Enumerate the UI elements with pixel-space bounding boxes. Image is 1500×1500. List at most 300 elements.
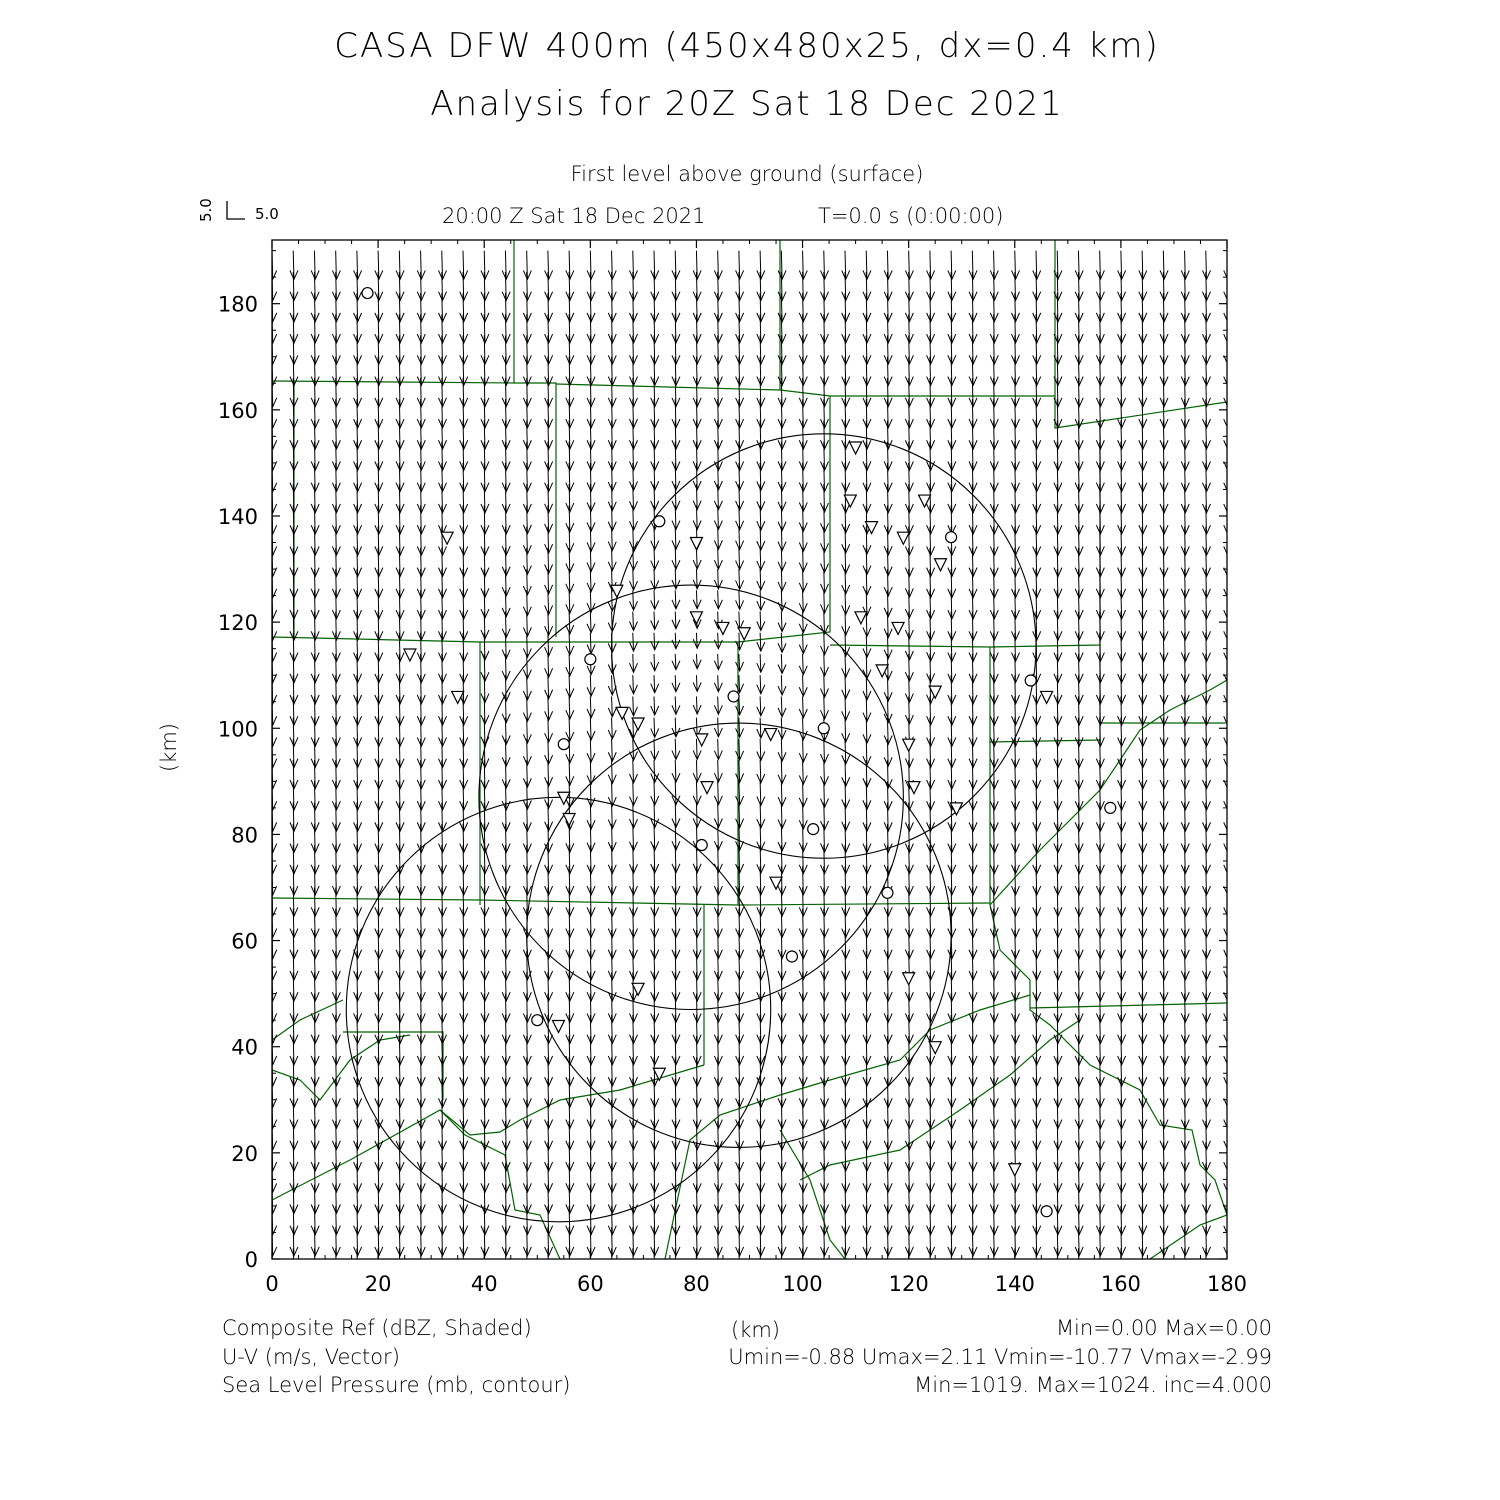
y-tick-label: 40 <box>231 1035 258 1060</box>
wind-vector <box>651 251 659 280</box>
station-triangle-marker <box>903 973 915 985</box>
station-triangle-marker <box>765 729 777 741</box>
wind-vector <box>842 675 850 699</box>
wind-vector <box>269 251 277 280</box>
wind-vector <box>1224 527 1232 556</box>
wind-vector <box>842 251 850 280</box>
footer-left-2: U-V (m/s, Vector) <box>222 1345 400 1369</box>
wind-vector <box>1224 1015 1232 1044</box>
wind-vector <box>714 739 722 760</box>
station-triangle-marker <box>929 686 941 698</box>
boundary-county-10 <box>830 428 1100 647</box>
footer-left-1: Composite Ref (dBZ, Shaded) <box>222 1316 532 1340</box>
ref-vector-u-label: 5.0 <box>255 205 279 223</box>
wind-vector <box>1224 633 1232 662</box>
wind-vector <box>672 633 680 649</box>
y-axis-label: (km) <box>157 722 181 772</box>
boundary-river-10 <box>780 1130 845 1259</box>
station-circle-marker <box>558 739 569 750</box>
wind-vector <box>799 760 807 784</box>
wind-vector <box>1224 505 1232 534</box>
wind-vector <box>799 612 807 633</box>
ref-vector-icon <box>227 201 245 219</box>
wind-vector <box>1224 887 1232 916</box>
station-triangle-marker <box>611 585 623 597</box>
wind-vector <box>502 251 510 280</box>
station-circle-marker <box>362 288 373 299</box>
station-triangle-marker <box>404 649 416 661</box>
footer-right-3: Min=1019. Max=1024. inc=4.000 <box>914 1373 1272 1397</box>
wind-vector <box>608 760 616 784</box>
wind-vector <box>1224 781 1232 810</box>
station-triangle-marker <box>844 495 856 507</box>
wind-vector <box>1224 1036 1232 1065</box>
wind-vector <box>651 590 659 609</box>
pressure-contour <box>346 797 770 1221</box>
wind-vector <box>757 696 765 715</box>
wind-vector <box>1224 824 1232 853</box>
boundary-county-9 <box>738 396 830 642</box>
station-circle-marker <box>808 824 819 835</box>
wind-vector <box>820 654 828 676</box>
x-tick-label: 0 <box>265 1272 279 1296</box>
wind-vector <box>778 251 786 280</box>
wind-vector <box>948 251 956 280</box>
station-triangle-marker <box>738 628 750 640</box>
station-circle-marker <box>1025 675 1036 686</box>
time-label: 20:00 Z Sat 18 Dec 2021 <box>442 204 706 228</box>
y-tick-label: 100 <box>217 717 258 742</box>
wind-vector <box>1224 951 1232 980</box>
wind-vector <box>1224 442 1232 471</box>
station-triangle-marker <box>563 813 575 825</box>
wind-vector <box>905 251 913 280</box>
wind-vector <box>460 251 468 280</box>
wind-vector <box>714 803 722 828</box>
wind-vector <box>1224 696 1232 725</box>
station-triangle-marker <box>1041 691 1053 703</box>
wind-vector <box>1224 675 1232 704</box>
wind-vector <box>736 781 744 805</box>
chart-title: CASA DFW 400m (450x480x25, dx=0.4 km) <box>334 26 1160 66</box>
boundary-county-3 <box>556 240 780 390</box>
wind-vector <box>1224 739 1232 768</box>
x-tick-label: 120 <box>888 1272 929 1296</box>
station-triangle-marker <box>855 612 867 624</box>
wind-vector <box>736 675 744 693</box>
wind-vector <box>757 590 765 610</box>
wind-vector <box>927 251 935 280</box>
x-tick-label: 40 <box>470 1272 498 1296</box>
wind-vector <box>1011 251 1019 280</box>
wind-vector <box>587 633 595 654</box>
wind-vector <box>799 654 807 675</box>
wind-vector <box>587 696 595 718</box>
y-tick-label: 120 <box>217 611 258 636</box>
wind-vector <box>1224 569 1232 598</box>
x-tick-label: 80 <box>683 1272 710 1296</box>
wind-vector <box>714 781 722 804</box>
wind-vector <box>736 760 744 782</box>
wind-vector <box>651 718 659 738</box>
y-tick-label: 160 <box>217 398 258 423</box>
wind-vector <box>629 760 637 783</box>
wind-vector <box>651 633 659 650</box>
wind-vector <box>1075 251 1083 280</box>
wind-vector <box>714 696 722 714</box>
wind-vector <box>1224 463 1232 492</box>
wind-vector <box>1224 760 1232 789</box>
boundary-river-2 <box>272 1035 410 1100</box>
wind-vector <box>1033 251 1041 280</box>
wind-vector <box>693 548 701 569</box>
wind-vector <box>693 569 701 589</box>
wind-vector <box>1224 336 1232 365</box>
wind-vector <box>566 654 574 676</box>
station-triangle-marker <box>897 532 909 544</box>
x-axis-label: (km) <box>731 1318 781 1342</box>
station-triangle-marker <box>690 612 702 624</box>
station-circle-marker <box>585 654 596 665</box>
station-triangle-marker <box>690 538 702 550</box>
wind-vector <box>990 251 998 280</box>
wind-vector <box>884 251 892 280</box>
x-tick-label: 180 <box>1206 1272 1248 1296</box>
wind-vector <box>1224 1079 1232 1108</box>
station-circle-marker <box>654 516 665 527</box>
wind-vector <box>799 696 807 718</box>
x-tick-label: 60 <box>576 1272 604 1296</box>
wind-vector <box>672 654 680 670</box>
wind-vector <box>1224 612 1232 641</box>
wind-vector <box>354 251 362 280</box>
wind-vector <box>799 251 807 280</box>
wind-vector <box>587 612 595 633</box>
wind-vector <box>438 251 446 280</box>
station-triangle-marker <box>850 442 862 454</box>
boundary-county-1 <box>272 240 514 383</box>
wind-vector <box>672 590 680 609</box>
wind-vector <box>608 781 616 806</box>
wind-vector <box>587 718 595 740</box>
y-tick-label: 140 <box>217 504 258 529</box>
wind-vector <box>545 251 553 280</box>
wind-vector <box>566 696 574 719</box>
wind-vector <box>629 251 637 280</box>
wind-vector <box>778 760 786 784</box>
wind-vector <box>736 718 744 738</box>
wind-vector <box>757 612 765 631</box>
station-circle-marker <box>532 1015 543 1026</box>
wind-vector <box>290 251 298 280</box>
wind-vector <box>799 718 807 740</box>
wind-vector <box>757 760 765 783</box>
wind-vector <box>375 251 383 280</box>
x-tick-label: 140 <box>994 1272 1035 1296</box>
wind-vector <box>651 654 659 671</box>
wind-vector <box>1224 357 1232 386</box>
wind-vector <box>842 654 850 677</box>
footer-left-3: Sea Level Pressure (mb, contour) <box>222 1373 571 1397</box>
wind-vector <box>693 696 701 714</box>
y-tick-label: 0 <box>244 1248 258 1272</box>
station-circle-marker <box>946 532 957 543</box>
wind-vector <box>566 718 574 741</box>
boundary-river-9 <box>1150 1215 1227 1259</box>
station-circle-marker <box>696 840 707 851</box>
wind-vector <box>545 654 553 677</box>
wind-vector <box>736 612 744 630</box>
pressure-contour <box>479 585 903 1009</box>
wind-vector <box>757 739 765 761</box>
wind-vector <box>1224 272 1232 301</box>
wind-vector <box>757 633 765 651</box>
station-circle-marker <box>786 951 797 962</box>
station-circle-marker <box>1041 1206 1052 1217</box>
boundary-river-11 <box>990 680 1227 905</box>
chart-subtitle: Analysis for 20Z Sat 18 Dec 2021 <box>430 84 1064 124</box>
wind-vector <box>1224 1163 1232 1192</box>
wind-vector <box>714 675 722 692</box>
wind-vector <box>672 675 680 692</box>
wind-vector <box>757 654 765 672</box>
wind-vector <box>629 696 637 715</box>
station-triangle-marker <box>653 1068 665 1080</box>
boundary-river-5 <box>990 905 1227 1215</box>
boundary-county-14 <box>272 898 990 905</box>
wind-vector <box>714 548 722 569</box>
wind-vector <box>566 675 574 697</box>
wind-vector <box>693 633 701 648</box>
wind-vector <box>693 251 701 280</box>
station-triangle-marker <box>1009 1164 1021 1176</box>
wind-vector <box>1224 314 1232 343</box>
wind-vector <box>799 633 807 654</box>
wind-vector <box>693 590 701 608</box>
x-tick-label: 160 <box>1100 1272 1141 1296</box>
wind-vector <box>545 696 553 720</box>
wind-vector <box>1181 251 1189 280</box>
wind-vector <box>1224 1227 1232 1256</box>
wind-vector <box>1224 845 1232 874</box>
wind-vector <box>693 654 701 669</box>
station-triangle-marker <box>919 495 931 507</box>
wind-vector <box>311 251 319 280</box>
wind-vector <box>651 569 659 589</box>
wind-vector <box>587 675 595 696</box>
station-triangle-marker <box>616 707 628 719</box>
wind-vector <box>545 675 553 699</box>
wind-vector <box>757 251 765 280</box>
wind-vector <box>736 739 744 760</box>
wind-vector <box>1224 866 1232 895</box>
station-triangle-marker <box>929 1042 941 1054</box>
wind-vector <box>714 760 722 782</box>
boundary-river-6 <box>1030 1003 1227 1008</box>
wind-vector <box>778 612 786 632</box>
wind-vector <box>1224 1142 1232 1171</box>
wind-vector <box>736 803 744 828</box>
wind-vector <box>1224 293 1232 322</box>
wind-vector <box>396 251 404 280</box>
wind-vector <box>1224 1100 1232 1129</box>
wind-vector <box>672 696 680 714</box>
wind-vector <box>736 251 744 280</box>
wind-vector <box>1224 909 1232 938</box>
wind-vector <box>757 781 765 805</box>
wind-vector <box>651 696 659 715</box>
wind-vector <box>693 760 701 782</box>
ref-vector-v-label: 5.0 <box>197 198 215 222</box>
wind-vector <box>651 781 659 805</box>
wind-vector <box>481 251 489 280</box>
x-tick-label: 20 <box>364 1272 392 1296</box>
station-circle-marker <box>728 691 739 702</box>
station-circle-marker <box>818 723 829 734</box>
wind-vector <box>587 739 595 762</box>
wind-vector <box>820 633 828 655</box>
wind-vector <box>566 633 574 655</box>
wind-vector <box>693 675 701 691</box>
footer-right-1: Min=0.00 Max=0.00 <box>1055 1316 1272 1340</box>
wind-vector <box>1118 251 1126 280</box>
wind-vector <box>714 633 722 649</box>
wind-vector <box>1224 972 1232 1001</box>
station-triangle-marker <box>696 734 708 746</box>
time-offset-label: T=0.0 s (0:00:00) <box>818 204 1004 228</box>
wind-vector <box>820 675 828 697</box>
boundary-river-3 <box>272 1000 343 1040</box>
wind-vector <box>714 251 722 280</box>
wind-vector <box>608 718 616 739</box>
wind-vector <box>651 548 659 570</box>
wind-vector <box>969 251 977 280</box>
wind-vector <box>1224 420 1232 449</box>
y-tick-label: 180 <box>217 292 258 317</box>
wind-vector <box>1202 251 1210 280</box>
wind-vector <box>1224 930 1232 959</box>
footer-right-2: Umin=-0.88 Umax=2.11 Vmin=-10.77 Vmax=-2.99 <box>728 1345 1272 1369</box>
wind-vector <box>799 675 807 696</box>
wind-vector <box>672 548 680 569</box>
wind-vector <box>672 251 680 280</box>
wind-vector <box>714 590 722 609</box>
wind-vector <box>608 696 616 716</box>
wind-vector <box>523 251 531 280</box>
station-triangle-marker <box>903 739 915 751</box>
wind-vector <box>799 739 807 762</box>
wind-vector <box>778 569 786 591</box>
wind-vector <box>1224 718 1232 747</box>
wind-vector <box>1224 654 1232 683</box>
wind-vector <box>714 654 722 670</box>
level-label: First level above ground (surface) <box>570 162 924 186</box>
wind-vector <box>799 590 807 612</box>
wind-vector <box>629 612 637 631</box>
wind-vector <box>651 803 659 828</box>
wind-vector <box>863 251 871 280</box>
wind-vector <box>629 781 637 805</box>
wind-vector <box>736 548 744 570</box>
wind-vector <box>778 696 786 716</box>
wind-vector <box>1224 803 1232 832</box>
wind-vector <box>608 739 616 761</box>
wind-vector <box>651 612 659 630</box>
wind-vector <box>736 569 744 589</box>
wind-vector <box>842 696 850 720</box>
wind-vector <box>778 739 786 761</box>
station-circle-marker <box>882 887 893 898</box>
wind-vector <box>778 654 786 674</box>
wind-vector <box>332 251 340 280</box>
wind-vector <box>757 718 765 738</box>
station-triangle-marker <box>935 559 947 571</box>
y-tick-label: 60 <box>231 929 258 954</box>
wind-vector <box>1224 1057 1232 1086</box>
wind-vector <box>1224 548 1232 577</box>
wind-vector <box>693 803 701 828</box>
wind-vector <box>587 251 595 280</box>
station-triangle-marker <box>441 532 453 544</box>
wind-vector <box>1096 251 1104 280</box>
wind-vector <box>672 803 680 828</box>
wind-vector <box>629 654 637 672</box>
wind-vector <box>1139 251 1147 280</box>
station-triangle-marker <box>892 622 904 634</box>
x-tick-label: 100 <box>782 1272 823 1296</box>
wind-vector <box>736 654 744 671</box>
wind-vector <box>778 781 786 806</box>
station-triangle-marker <box>553 1020 565 1032</box>
wind-vector <box>820 251 828 280</box>
wind-vector <box>629 569 637 590</box>
wind-vector <box>566 251 574 280</box>
station-circle-marker <box>1105 802 1116 813</box>
wind-vector <box>736 590 744 609</box>
wind-vector <box>778 675 786 695</box>
wind-vector <box>1224 590 1232 619</box>
wind-vector <box>778 590 786 611</box>
wind-vector <box>714 718 722 737</box>
boundary-river-7 <box>665 995 1030 1259</box>
wind-vector <box>1224 399 1232 428</box>
wind-vector <box>1224 484 1232 513</box>
station-triangle-marker <box>701 782 713 794</box>
station-triangle-marker <box>770 877 782 889</box>
wind-vector <box>651 675 659 693</box>
y-tick-label: 20 <box>231 1141 258 1166</box>
wind-vector <box>672 760 680 782</box>
wind-vector <box>1224 251 1232 280</box>
wind-vector <box>672 612 680 629</box>
wind-vector <box>417 251 425 280</box>
wind-vector <box>1160 251 1168 280</box>
plot-frame <box>272 240 1227 1259</box>
wind-vector <box>693 781 701 804</box>
station-triangle-marker <box>452 691 464 703</box>
wind-vector <box>1224 994 1232 1023</box>
wind-vector <box>778 633 786 653</box>
wind-vector <box>757 569 765 590</box>
wind-vector <box>672 739 680 760</box>
wind-vector <box>757 675 765 694</box>
wind-vector <box>1224 1121 1232 1150</box>
station-triangle-marker <box>632 718 644 730</box>
station-triangle-marker <box>632 983 644 995</box>
wind-vector <box>608 251 616 280</box>
wind-vector <box>629 675 637 694</box>
wind-vector <box>820 696 828 719</box>
